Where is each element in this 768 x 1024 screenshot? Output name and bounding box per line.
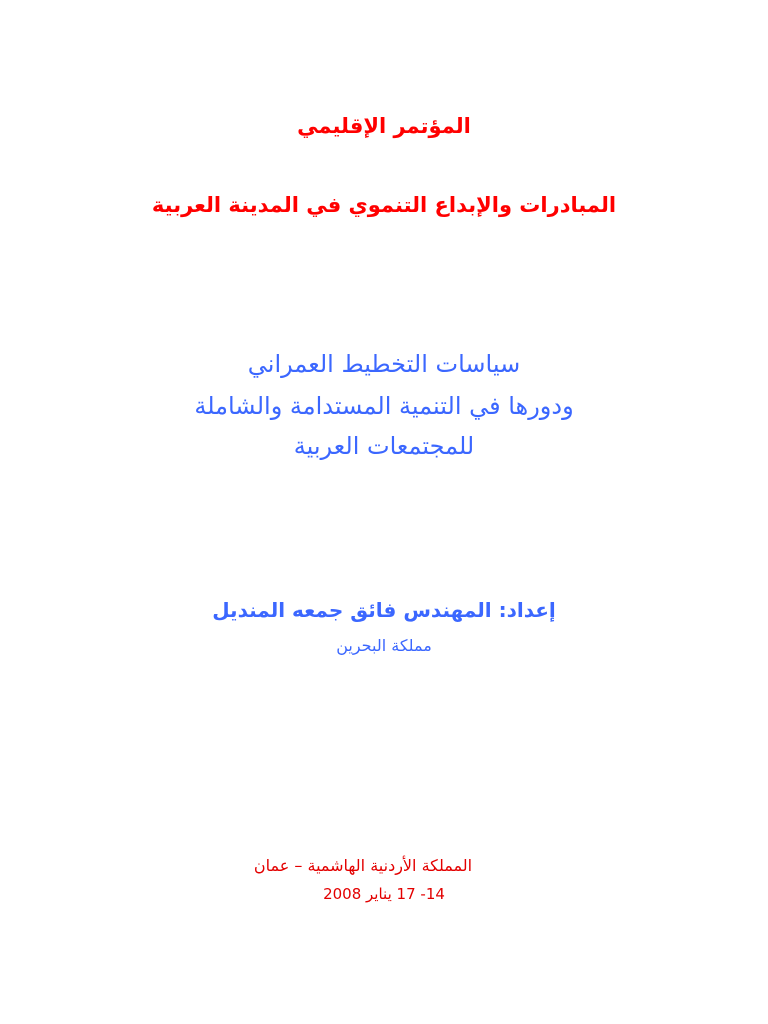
paper-title-line-2: ودورها في التنمية المستدامة والشاملة [194, 392, 574, 420]
author-line: إعداد: المهندس فائق جمعه المنديل [212, 598, 556, 622]
conference-title: المؤتمر الإقليمي [297, 114, 471, 138]
venue-place: المملكة الأردنية الهاشمية – عمان [253, 856, 473, 875]
venue-dates-text: 14- 17 يناير 2008 [323, 885, 445, 903]
venue-dates [0, 885, 768, 903]
paper-title-line-3: للمجتمعات العربية [293, 432, 475, 460]
author-country: مملكة البحرين [336, 636, 432, 655]
paper-title-line-1: سياسات التخطيط العمراني [247, 350, 521, 378]
conference-subtitle: المبادرات والإبداع التنموي في المدينة العربية [151, 193, 617, 217]
